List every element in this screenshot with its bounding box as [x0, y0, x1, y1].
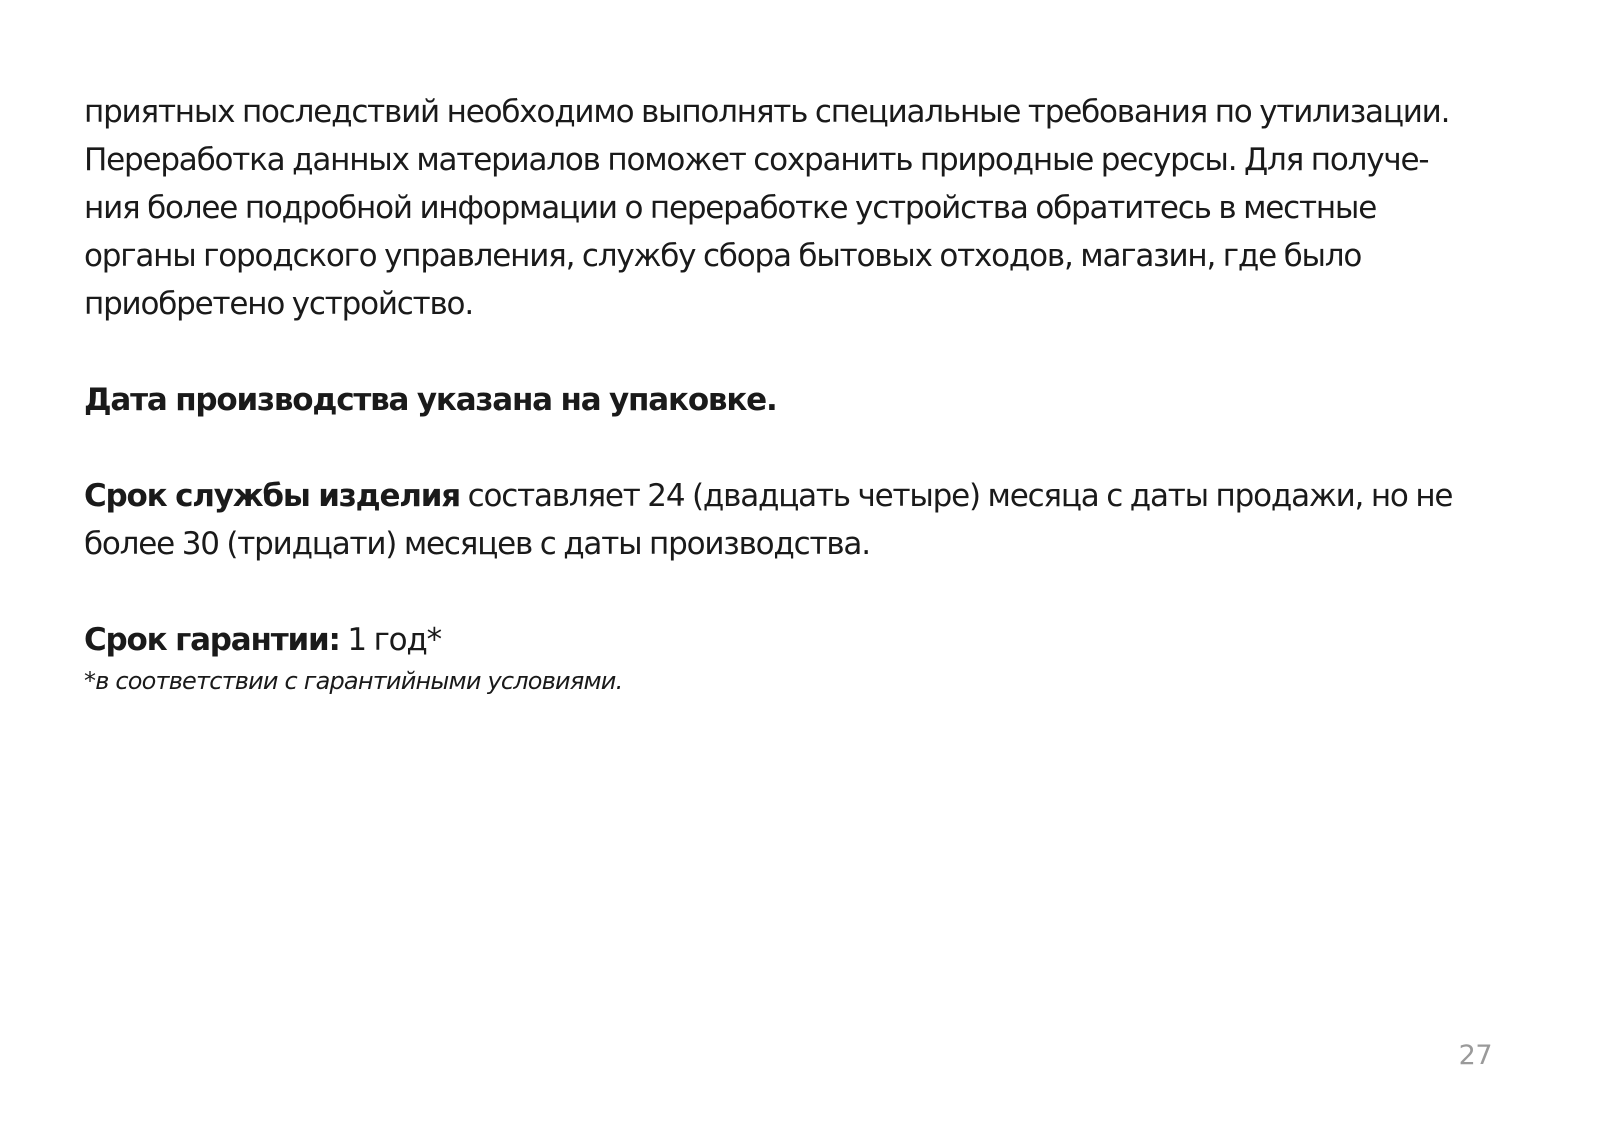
disposal-line: ния более подробной информации о переработке устройства обратитесь в местные — [84, 190, 1377, 226]
warranty-paragraph — [84, 616, 1524, 696]
warranty-label: Срок гарантии: — [84, 622, 340, 658]
disposal-line: приобретено устройство. — [84, 286, 473, 322]
service-life-line-2: более 30 (тридцати) месяцев с даты производства. — [84, 526, 870, 562]
production-date-paragraph — [84, 376, 1524, 424]
service-life-label: Срок службы изделия — [84, 478, 461, 514]
page-number: 27 — [1458, 1040, 1492, 1071]
service-life-text: составляет 24 (двадцать четыре) месяца с даты продажи, но не — [460, 478, 1453, 514]
service-life-paragraph — [84, 472, 1524, 568]
disposal-line: приятных последствий необходимо выполнять специальные требования по утилизации. — [84, 94, 1450, 130]
document-body — [84, 88, 1524, 696]
warranty-value: 1 год* — [339, 622, 441, 658]
disposal-line: органы городского управления, службу сбора бытовых отходов, магазин, где было — [84, 238, 1362, 274]
warranty-line — [84, 616, 1524, 664]
production-date-text: Дата производства указана на упаковке. — [84, 382, 777, 418]
warranty-footnote: *в соответствии с гарантийными условиями. — [84, 667, 623, 695]
service-life-line-1 — [84, 472, 1524, 520]
disposal-line: Переработка данных материалов поможет сохранить природные ресурсы. Для получе- — [84, 142, 1429, 178]
disposal-paragraph — [84, 88, 1524, 328]
